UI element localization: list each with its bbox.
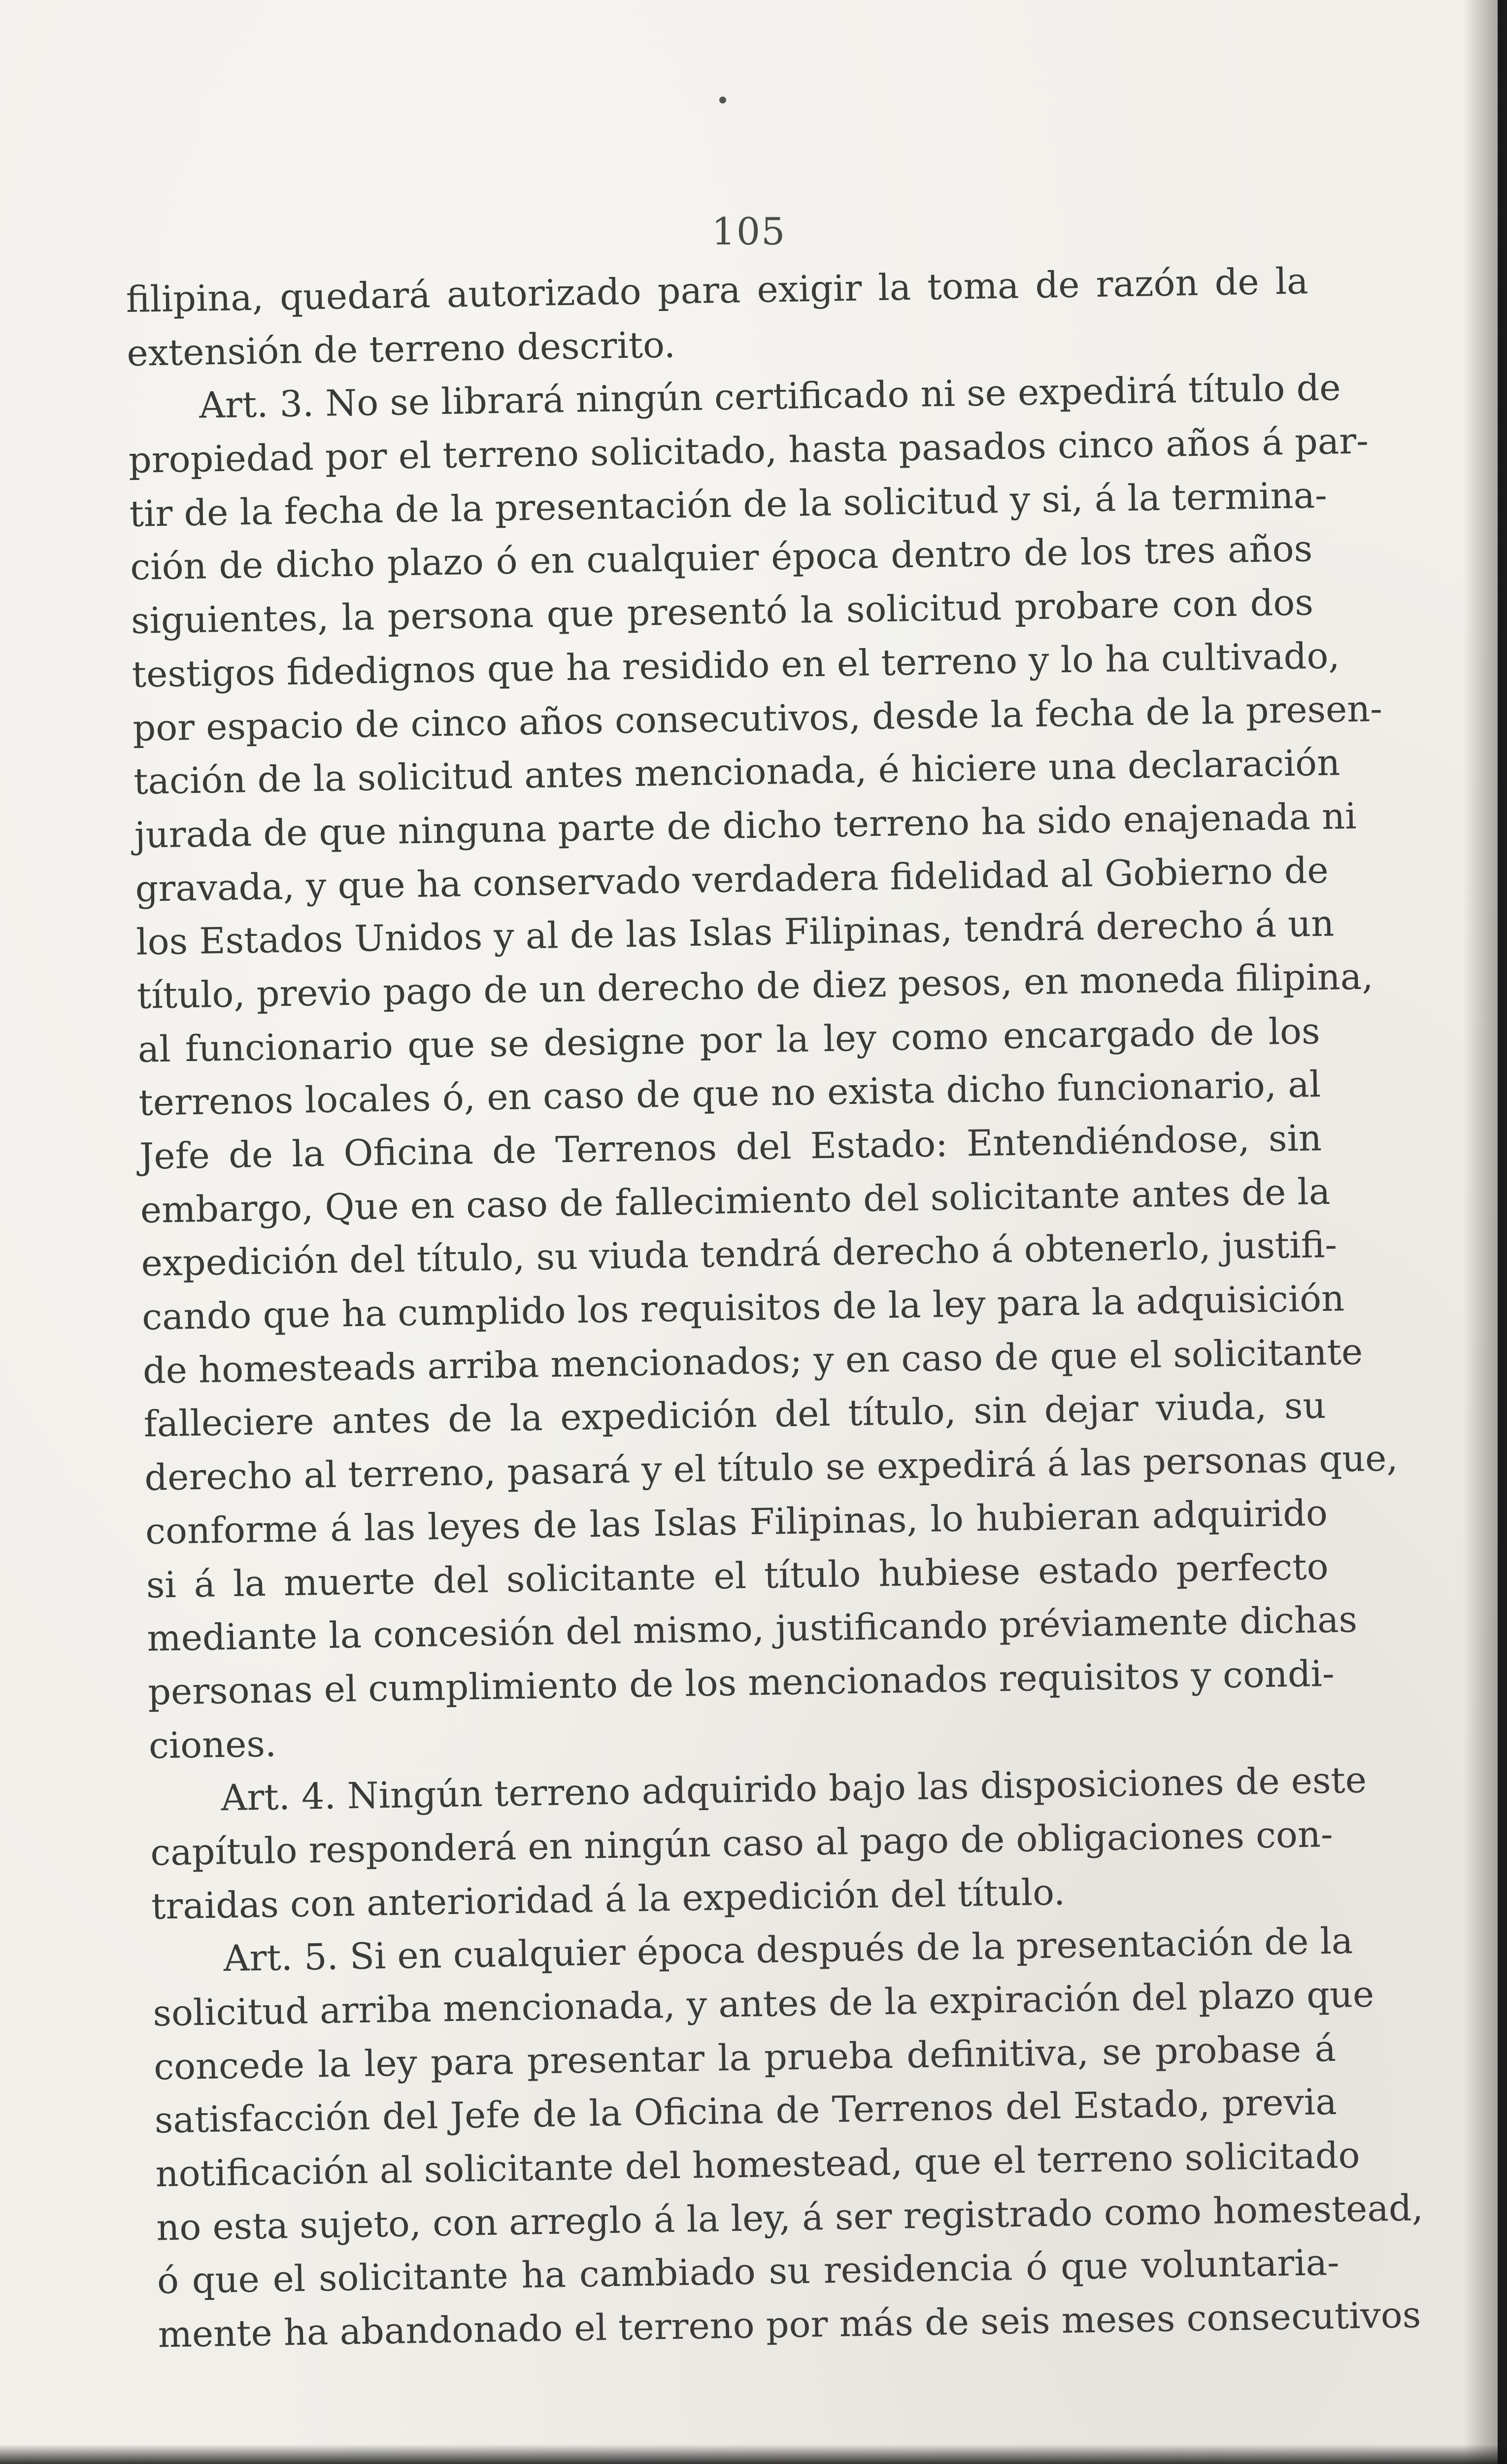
text-line: filipina, quedará autorizado para exigir la toma de razón de la [126, 260, 1309, 321]
text-line: terrenos locales ó, en caso de que no exista dicho funcionario, al [138, 1063, 1321, 1125]
article-4-heading-line: Art. 4. Ningún terreno adquirido bajo las disposiciones de este [220, 1759, 1367, 1819]
text-line: al funcionario que se designe por la ley como encargado de los [137, 1010, 1321, 1071]
text-line: conforme á las leyes de las Islas Filipinas, lo hubieran adquirido [145, 1492, 1328, 1553]
text-line: de homesteads arriba mencionados; y en caso de que el solicitante [142, 1331, 1363, 1392]
text-line: embargo, Que en caso de fallecimiento del solicitante antes de la [140, 1170, 1331, 1232]
text-line: mediante la concesión del mismo, justificando préviamente dichas [146, 1599, 1358, 1660]
text-line: jurada de que ninguna parte de dicho terreno ha sido enajenada ni [134, 795, 1357, 856]
text-line: falleciere antes de la expedición del título, sin dejar viuda, su [143, 1385, 1327, 1446]
article-3-heading-line: Art. 3. No se librará ningún certificado ni se expedirá título de [199, 367, 1341, 427]
text-line: derecho al terreno, pasará y el título se expedirá á las personas que, [144, 1437, 1399, 1499]
ink-speck [719, 97, 726, 103]
text-line: ción de dicho plazo ó en cualquier época dentro de los tres años [130, 528, 1313, 589]
text-line: no esta sujeto, con arreglo á la ley, á ser registrado como homestead, [156, 2187, 1424, 2249]
text-line: expedición del título, su viuda tendrá derecho á obtenerlo, justifi- [140, 1224, 1338, 1285]
text-line: extensión de terreno descrito. [126, 324, 676, 375]
text-line: personas el cumplimiento de los mencionados requisitos y condi- [147, 1652, 1335, 1713]
text-line: solicitud arriba mencionada, y antes de la expiración del plazo que [152, 1973, 1374, 2035]
text-line: cando que ha cumplido los requisitos de la ley para la adquisición [141, 1277, 1345, 1338]
text-line: tir de la fecha de la presentación de la solicitud y si, á la termina- [129, 474, 1328, 535]
page-edge-shadow [1463, 0, 1498, 2464]
text-line: traidas con anterioridad á la expedición del título. [151, 1871, 1066, 1928]
text-line: tación de la solicitud antes mencionada, é hiciere una declaración [133, 742, 1340, 803]
text-line: siguientes, la persona que presentó la solicitud probare con dos [131, 582, 1314, 643]
text-line: los Estados Unidos y al de las Islas Filipinas, tendrá derecho á un [135, 902, 1335, 964]
page-number: 105 [711, 209, 786, 253]
text-line: por espacio de cinco años consecutivos, desde la fecha de la presen- [132, 687, 1383, 750]
text-line: mente ha abandonado el terreno por más de seis meses consecutivos [158, 2294, 1421, 2356]
text-line: capítulo responderá en ningún caso al pago de obligaciones con- [150, 1813, 1334, 1874]
article-5-heading-line: Art. 5. Si en cualquier época después de la presentación de la [223, 1920, 1353, 1980]
scan-bottom-edge [0, 2444, 1507, 2464]
text-line: notificación al solicitante del homestead, que el terreno solicitado [155, 2134, 1361, 2195]
text-line: testigos fidedignos que ha residido en el terreno y lo ha cultivado, [132, 635, 1340, 696]
text-line: propiedad por el terreno solicitado, hasta pasados cinco años á par- [128, 420, 1369, 482]
text-line: satisfacción del Jefe de la Oficina de Terrenos del Estado, previa [154, 2081, 1338, 2142]
text-line: concede la ley para presentar la prueba definitiva, se probase á [153, 2027, 1337, 2088]
text-line: Jefe de la Oficina de Terrenos del Estado: Entendiéndose, sin [139, 1117, 1322, 1178]
text-line: ciones. [148, 1723, 277, 1767]
text-line: gravada, y que ha conservado verdadera fidelidad al Gobierno de [134, 849, 1329, 910]
text-line: título, previo pago de un derecho de diez pesos, en moneda filipina, [136, 956, 1374, 1017]
text-line: ó que el solicitante ha cambiado su residencia ó que voluntaria- [157, 2242, 1340, 2302]
text-line: si á la muerte del solicitante el título hubiese estado perfecto [146, 1545, 1329, 1607]
body-text [126, 255, 1424, 2362]
